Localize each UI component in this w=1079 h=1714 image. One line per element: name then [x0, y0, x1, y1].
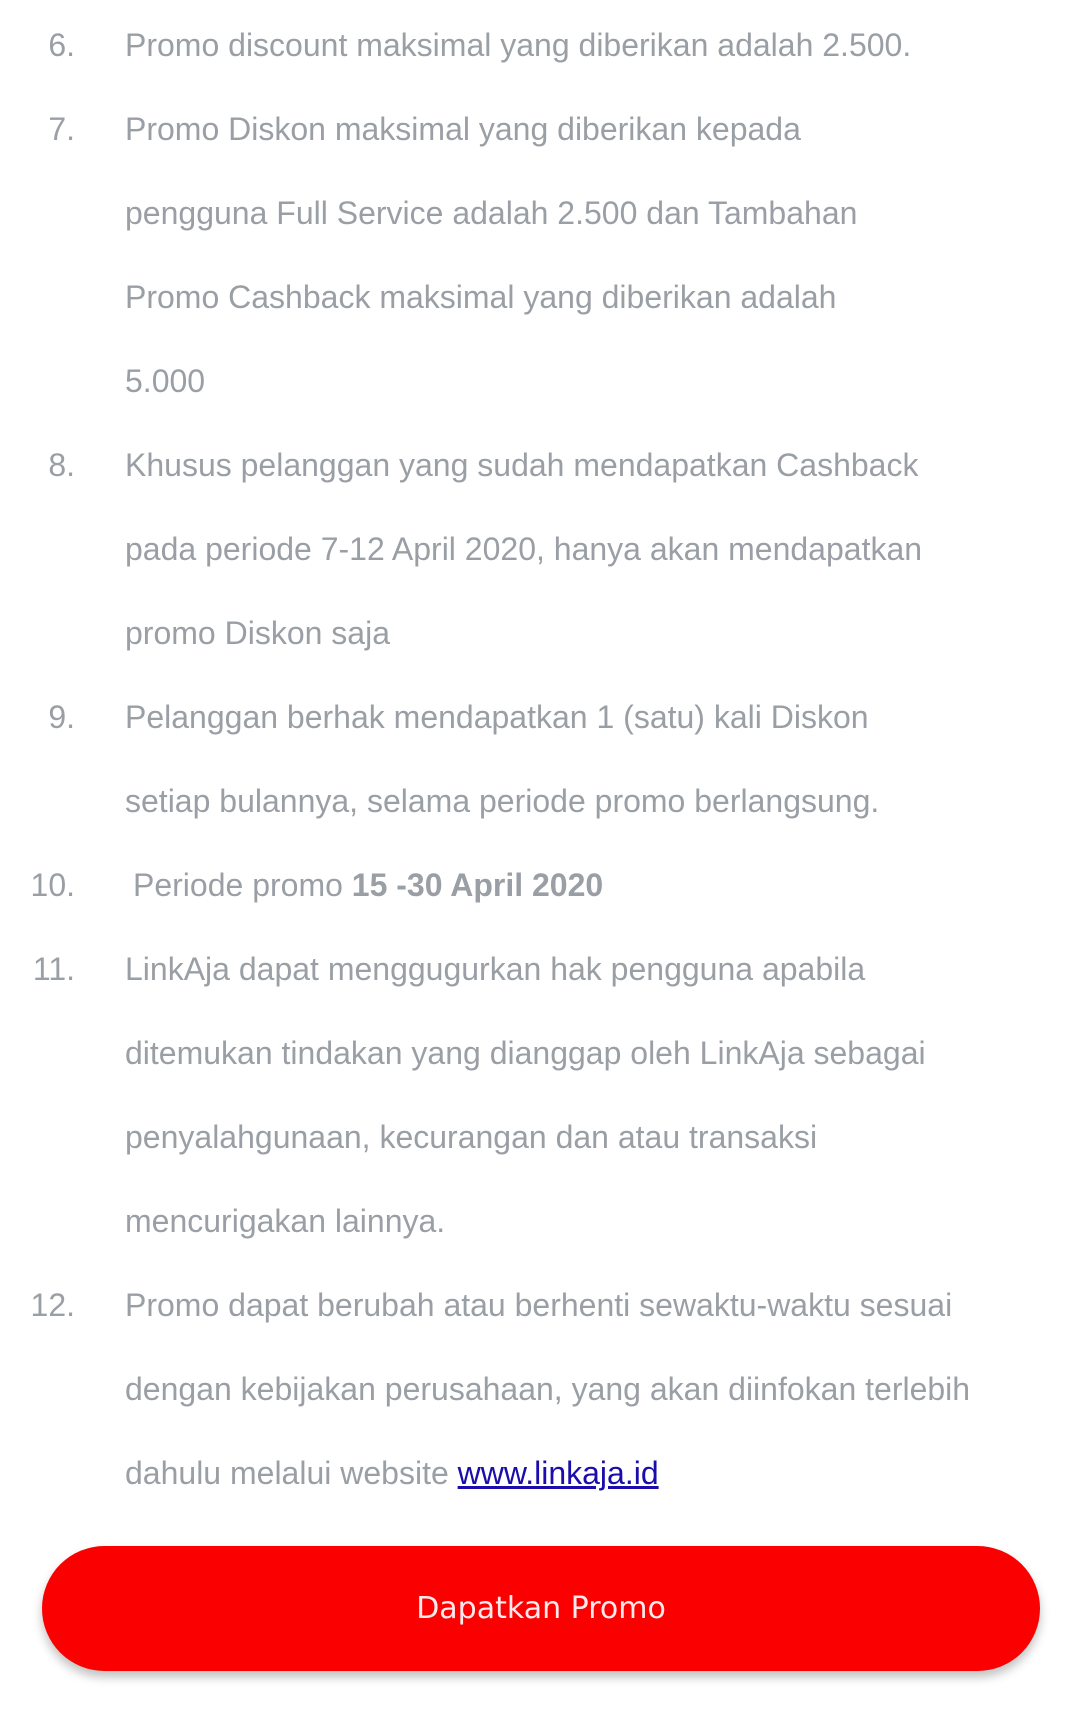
item-number: 12. — [30, 1287, 75, 1323]
item-text: Promo discount maksimal yang diberikan adalah 2.500. — [125, 27, 912, 63]
item-text — [125, 1263, 985, 1515]
list-item — [0, 87, 1079, 423]
list-item — [0, 843, 1079, 927]
get-promo-button[interactable]: Dapatkan Promo — [42, 1546, 1040, 1671]
item-text: LinkAja dapat menggugurkan hak pengguna apabila ditemukan tindakan yang dianggap oleh LinkAja sebagai penyalahgunaan, kecurangan dan atau transaksi mencurigakan lainnya. — [125, 951, 926, 1239]
list-item — [0, 1263, 1079, 1515]
period-label: Periode promo — [133, 867, 352, 903]
period-dates: 15 -30 April 2020 — [351, 867, 604, 903]
item-text — [133, 843, 1013, 927]
terms-list — [0, 3, 1079, 1515]
item-text: Pelanggan berhak mendapatkan 1 (satu) kali Diskon setiap bulannya, selama periode promo berlangsung. — [125, 699, 880, 819]
item-text: Promo Diskon maksimal yang diberikan kepada pengguna Full Service adalah 2.500 dan Tambahan Promo Cashback maksimal yang diberikan adalah 5.000 — [125, 111, 858, 399]
item-text-body: Promo dapat berubah atau berhenti sewaktu-waktu sesuai dengan kebijakan perusahaan, yang akan diinfokan terlebih dahulu melalui website — [125, 1287, 971, 1491]
item-text: Khusus pelanggan yang sudah mendapatkan Cashback pada periode 7-12 April 2020, hanya akan mendapatkan promo Diskon saja — [125, 447, 923, 651]
list-item — [0, 927, 1079, 1263]
item-number: 11. — [32, 951, 75, 987]
item-number: 7. — [48, 111, 75, 147]
list-item — [0, 423, 1079, 675]
item-number: 10. — [30, 867, 75, 903]
linkaja-website-link[interactable]: www.linkaja.id — [457, 1455, 659, 1491]
item-number: 6. — [48, 27, 75, 63]
item-number: 9. — [48, 699, 75, 735]
list-item — [0, 675, 1079, 843]
list-item — [0, 3, 1079, 87]
item-number: 8. — [48, 447, 75, 483]
